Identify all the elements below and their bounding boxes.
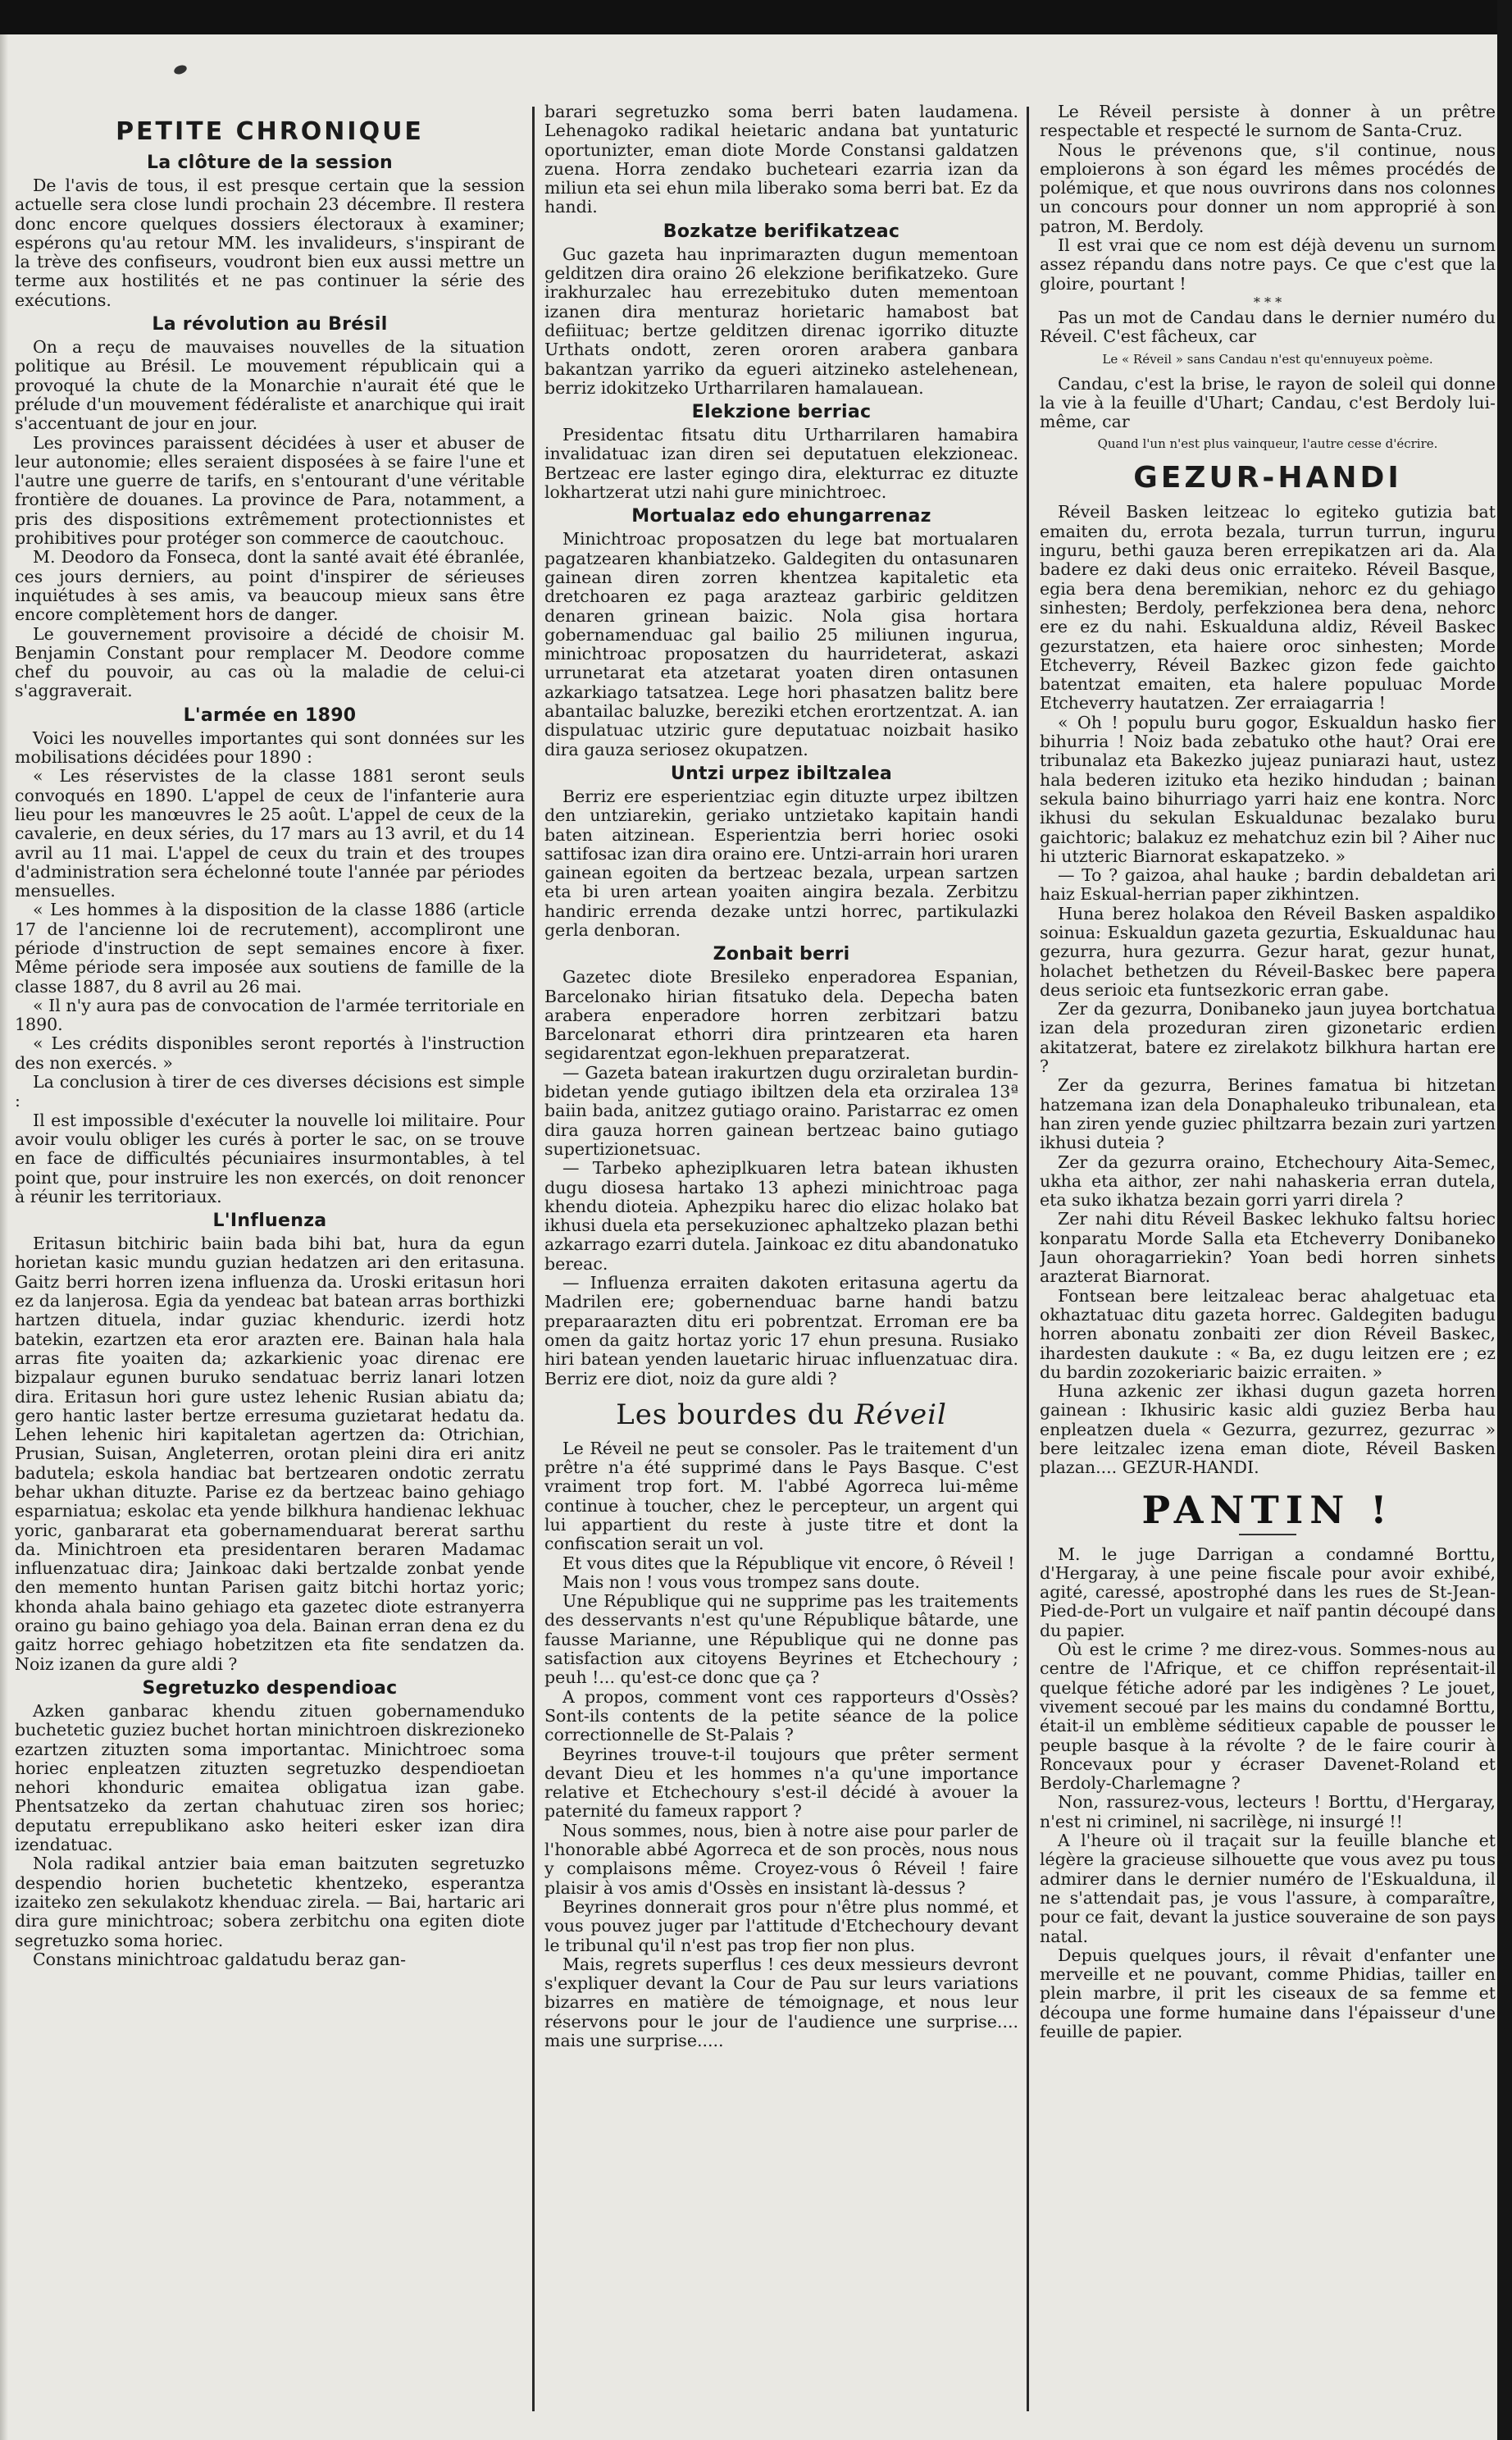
paragraph: — To ? gaizoa, ahal hauke ; bardin debaldetan ari haiz Eskual-herrian paper zikhintzen. [1040,865,1496,905]
paragraph: Berriz ere esperientziac egin dituzte urpez ibiltzen den untziarekin, geriako untzietako kapitain handi baten aitzinean. Esperientzia berri horiec osoki sattifosac izan dira oraino ere. Untzi-arrain hori uraren gainean egoiten da bertzeac bezala, urpean sartzen eta bi uren artean yoaiten aingira bezala. Zerbitzu handiric errenda dezake untzi horrec, partikulazki gerla denboran. [544,786,1018,940]
section-heading: Untzi urpez ibiltzalea [670,763,893,784]
paragraph: Et vous dites que la République vit encore, ô Réveil ! [562,1553,1015,1573]
paragraph: « Les hommes à la disposition de la classe 1886 (article 17 de l'ancienne loi de recrutement), accompliront une période d'instruction de sept semaines encore à fixer. Même période sera imposée aux soutiens de famille de la classe 1887, du 8 avril au 26 mai. [15,900,525,997]
paragraph: Eritasun bitchiric baiin bada bihi bat, hura da egun horietan kasic mundu guzian hedatzen ari den eritasuna. Gaitz berri horren izena influenza da. Uroski eritasun hori ez da lanjerosa. Egia da yendeac bat batean arras borthizki hartzen dituela, indar guziac khenduric. izerdi hotz batekin, ezartzen eta eror arazten ere. Bainan hala hala arras fite yoaiten da; azkarkienic yoac direnac ere bizpalaur egunen buruko sendatuac berriz lanari lotzen dira. Eritasun hori gure ustez lehenic Rusian abiatu da; gero hantic laster bertze erresuma guzietarat hedatu da. Lehen lehenic hiri kapitaletan agertzen da: Otrichian, Prusian, Suisan, Angleterren, orotan pleini dira eri anitz badutela; eskola handiac bat bertzearen ondotic zerratu behar ukhan dituzte. Parise ez da bertzeac baino gehiago esparniatua; eskolac eta yende bilkhura handienac lekhuac yoric, ganbararat eta gobernamenduarat bererat sarthu da. Minichtroen eta presidentaren beraren Madamac influenzatuac dira; Jainkoac daki bertzalde zonbat yende den memento huntan Parisen gaitz bitchi hortaz yoric; khonda ahala baino gehiago eta gazetec diote estranyerra oraino gu baino gehiago yoa dela. Bainan erran dena ez du gaitz horrec gehiago hobetzitzen eta fite sendatzen da. Noiz izanen da gure aldi ? [15,1234,525,1674]
section-heading: Zonbait berri [713,944,850,965]
paragraph: A propos, comment vont ces rapporteurs d'Ossès? Sont-ils contents de la petite séance de la police correctionnelle de St-Palais ? [544,1686,1018,1745]
paragraph: Une République qui ne supprime pas les traitements des desservants n'est qu'une République bâtarde, une fausse Marianne, une République qui ne donne pas satisfaction aux citoyens Beyrines et Etchechoury ; peuh !... qu'est-ce donc que ça ? [544,1591,1018,1688]
paragraph: Il est vrai que ce nom est déjà devenu un surnom assez répandu dans notre pays. Ce que c'est que la gloire, pourtant ! [1040,235,1496,294]
heading-rule [1239,1534,1296,1535]
asterism: * * * [1253,294,1282,310]
paragraph: Beyrines trouve-t-il toujours que prêter serment devant Dieu et les hommes n'a qu'une importance relative et Etchechoury s'est-il décidé à avouer la paternité du fameux rapport ? [544,1744,1018,1822]
column-rule [1027,107,1029,2411]
paragraph: Minichtroac proposatzen du lege bat mortualaren pagatzearen khanbiatzeko. Galdegiten du ontasunaren gainean diren zorren khentzea kapitaletic eta dretchoaren ez paga arazteaz garbiric gelditzen denaren grinean baizic. Nola gisa hortara gobernamenduac gal bailio 25 miliunen ingurua, minichtroac proposatzen du haurrideterat, askazi urrunetarat eta atzetarat yoaten diren ontasunen azkarkiago tatsatzea. Lege hori phasatzen balitz bere abantailac baluzke, bereziki etchen erortzentzat. A. ian dispulatuac utziric gure deputatuac noizbait hasiko dira gauza seriosez okupatzen. [544,529,1018,759]
column-2 [544,103,1018,2424]
paragraph: Huna berez holakoa den Réveil Basken aspaldiko soinua: Eskualdun gazeta gezurtia, Eskualdunac hau gezurra, hura gezurra. Gezur harat, gezur hunat, holachet bethetzen du Réveil-Baskec bere papera deus serioic eta funtsezkoric erran gabe. [1040,903,1496,1000]
paragraph: Huna azkenic zer ikhasi dugun gazeta horren gainean : Ikhusiric kasic aldi guziez Berba hau enpleatzen duela « Gezurra, gezurrez, gezurrac » bere leitzalec izena eman diote, Réveil Basken plazan.... GEZUR-HANDI. [1040,1381,1496,1478]
paragraph: — Tarbeko apheziplkuaren letra batean ikhusten dugu diosesa hartako 13 aphezi minichtroac paga khendu dioteia. Aphezpiku harec dio elizac holako bat ikhusi duela eta persekuzionec aphaltzeko plazan bethi azkarrago ezarri dutela. Jainkoac ez ditu abandonatuko bereac. [544,1158,1018,1274]
paragraph: M. Deodoro da Fonseca, dont la santé avait été ébranlée, ces jours derniers, au point d'inspirer de sérieuses inquiétudes à ses amis, va beaucoup mieux sans être encore complètement hors de danger. [15,547,525,625]
section-heading: Segretuzko despendioac [142,1677,398,1699]
page-fold-shadow [0,34,8,2440]
paragraph: Zer nahi ditu Réveil Baskec lekhuko faltsu horiec konparatu Morde Salla eta Etcheverry Donibaneko Jaun ohoragarriekin? Yoan bedi horren sinhets arazterat Biarnorat. [1040,1209,1496,1287]
scan-right-border [1497,0,1512,2440]
paragraph: Zer da gezurra oraino, Etchechoury Aita-Semec, ukha eta aithor, zer nahi nahaskeria erran dutela, eta suko ikhatza bezain gorri yarri direla ? [1040,1152,1496,1211]
paragraph: M. le juge Darrigan a condamné Borttu, d'Hergaray, à une peine fiscale pour avoir exhibé, agité, caressé, apostrophé dans les rues de St-Jean-Pied-de-Port un vulgaire et naïf pantin découpé dans du papier. [1040,1544,1496,1640]
ink-blot [173,64,188,76]
paragraph: La conclusion à tirer de ces diverses décisions est simple : [15,1072,525,1111]
section-heading: Bozkatze berifikatzeac [663,221,900,242]
heading-mark: ! [1370,1487,1394,1532]
paragraph: Pas un mot de Candau dans le dernier numéro du Réveil. C'est fâcheux, car [1040,307,1496,347]
paragraph: A l'heure où il traçait sur la feuille blanche et légère la gracieuse silhouette que vous avez pu tous admirer dans le dernier numéro de l'Eskualduna, il ne s'attendait pas, je vous l'assure, à comparaître, pour ce fait, devant la justice souveraine de son pays natal. [1040,1831,1496,1946]
section-heading: L'Influenza [212,1211,327,1232]
heading-reveil: Réveil [854,1398,947,1431]
paragraph: « Oh ! populu buru gogor, Eskualdun hasko fier bihurria ! Noiz bada zebatuko othe haut? Orai ere tribunalaz eta Bakezko jujeaz puniarazi haut, ustez hala bederen izituko eta heziko hindudan ; bainan sekula baino bihurriago yarri haiz ene kontra. Norc ikhusi du sekulan Eskualdunac bezalako buru gaichtoric; balakuz ez mehatchuz ezin bil ? Aiher nuc hi utzteric Biarnorat eskapatzeko. » [1040,712,1496,866]
column-rule [532,107,535,2411]
column-3 [1040,103,1496,2424]
paragraph: — Gazeta batean irakurtzen dugu orziraletan burdin-bidetan yende gutiago ibiltzen dela eta orziralea 13ª baiin bada, anitzez gutiago oraino. Paristarrac ez omen dira gauza horren gainean bertzeac baino gutiago supertizionetsuac. [544,1062,1018,1159]
paragraph: Réveil Basken leitzeac lo egiteko gutizia bat emaiten du, errota bezala, turrun turrun, inguru inguru, bethi gauza beren errepikatzen ari da. Ala badere ez daki deus onic erraiteko. Réveil Basque, egia bera dena beremikian, nehorc ez du gehiago sinhesten; Berdoly, perfekzionea bera dena, nehorc ere ez du nahi. Eskualduna aldiz, Réveil Baskec gezurstatzen, eta haiere oroc sinhesten; Morde Etcheverry, Réveil Bazkec gizon fede gaichto batentzat emaiten, eta halere populuac Morde Etcheverry hautatzen. Zer erraiagarria ! [1040,502,1496,714]
column-1 [15,103,525,2424]
paragraph: Où est le crime ? me direz-vous. Sommes-nous au centre de l'Afrique, et ce chiffon représentait-il quelque fétiche adoré par les indigènes ? Le jouet, vivement secoué par les mains du condamné Borttu, était-il un emblème séditieux capable de pousser le peuple basque à la révolte ? de le faire courir à Roncevaux pour y écraser Davenet-Roland et Berdoly-Charlemagne ? [1040,1640,1496,1794]
paragraph: Candau, c'est la brise, le rayon de soleil qui donne la vie à la feuille d'Uhart; Candau, c'est Berdoly lui-même, car [1040,373,1496,432]
paragraph: Le gouvernement provisoire a décidé de choisir M. Benjamin Constant pour remplacer M. Deodore comme chef du pouvoir, au cas où la maladie de celui-ci s'aggraverait. [15,623,525,701]
heading-text: PANTIN [1141,1487,1351,1532]
pantin-heading [1040,1488,1496,1532]
paragraph: De l'avis de tous, il est presque certain que la session actuelle sera close lundi prochain 23 décembre. Il restera donc encore quelques dossiers électoraux à examiner; espérons qu'au retour MM. les invalideurs, s'inspirant de la trève des confiseurs, voudront bien eux aussi mettre un terme aux hostilités et ne pas continuer la série des exécutions. [15,176,525,310]
paragraph: Voici les nouvelles importantes qui sont données sur les mobilisations décidées pour 1890 : [15,727,525,768]
section-heading: La révolution au Brésil [152,314,388,335]
paragraph: Depuis quelques jours, il rêvait d'enfanter une merveille et ne pouvant, comme Phidias, tailler en plein marbre, il prit les ciseaux de sa femme et découpa une forme humaine dans l'épaisseur d'une feuille de papier. [1040,1945,1496,2042]
paragraph: Presidentac fitsatu ditu Urtharrilaren hamabira invalidatuac izan diren sei deputatuen elekzioneac. Bertzeac ere laster egingo dira, elekturrac ez dituzte lokhartzerat utzi nahi gure minichtroec. [544,425,1018,503]
paragraph: Le Réveil ne peut se consoler. Pas le traitement d'un prêtre n'a été supprimé dans le Pays Basque. C'est vraiment trop fort. M. l'abbé Agorreca lui-même continue à toucher, chez le percepteur, un argent qui lui appartient du reste à juste titre et dont la confiscation serait un vol. [544,1438,1018,1554]
paragraph: « Les crédits disponibles seront reportés à l'instruction des non exercés. » [15,1033,525,1073]
gezur-handi-heading: GEZUR-HANDI [1133,461,1402,495]
heading-text: Les bourdes du [616,1398,845,1431]
paragraph: Guc gazeta hau inprimarazten dugun mementoan gelditzen dira oraino 26 elekzione berifikatzeko. Gure irakhurzalec hau errezebituko duten mementoan izanen dira menturaz horietaric hamabost bat defiiituac; bertze gelditzen direnac igorriko dituzte Urthats ondott, zeren ororen arabera ganbara bakantzan yarriko da egueri aitzineko astelehenean, berriz idokitzeko Urtharrilaren hamalauean. [544,244,1018,398]
paragraph: Nola radikal antzier baia eman baitzuten segretuzko despendio horien buchetetic khentzeko, esperantza izaiteko zen sekulakotz khenduac zirela. — Bai, hartaric ari dira gure minichtroac; sobera zerbitchu ona egiten diote segretuzko soma horiec. [15,1854,525,1950]
paragraph: Fontsean bere leitzaleac berac ahalgetuac eta okhaztatuac ditu gazeta horrec. Galdegiten badugu horren abonatu zonbaiti zer dion Réveil Baskec, ihardesten daukute : « Ba, ez dugu leitzen ere ; ez du bardin zozokeriaric baizic erraiten. » [1040,1285,1496,1382]
paragraph: Le Réveil persiste à donner à un prêtre respectable et respecté le surnom de Santa-Cruz. [1040,103,1496,141]
paragraph: Il est impossible d'exécuter la nouvelle loi militaire. Pour avoir voulu obliger les curés à porter le sac, on se trouve en face de difficultés pécuniaires insurmontables, à tel point que, pour instruire les non exercés, on doit renoncer à réunir les territoriaux. [15,1110,525,1206]
paragraph: « Les réservistes de la classe 1881 seront seuls convoqués en 1890. L'appel de ceux de l'infanterie aura lieu pour les manœuvres le 25 août. L'appel de ceux de la cavalerie, en deux séries, du 17 mars au 13 avril, et du 14 avril au 11 mai. L'appel de ceux du train et des troupes d'administration sera échelonné toute l'année par périodes mensuelles. [15,766,525,901]
paragraph: Zer da gezurra, Berines famatua bi hitzetan hatzemana izan dela Donaphaleuko tribunalean, eta han ziren yende guziec philtzarra bezain zuri yartzen ikhusi duteia ? [1040,1075,1496,1153]
paragraph: On a reçu de mauvaises nouvelles de la situation politique au Brésil. Le mouvement républicain qui a provoqué la chute de la Monarchie n'aurait été que le prélude d'un mouvement fédéraliste et anarchique qui irait s'accentuant de jour en jour. [15,337,525,434]
paragraph: Non, rassurez-vous, lecteurs ! Borttu, d'Hergaray, n'est ni criminel, ni sacrilège, ni insurgé !! [1040,1792,1496,1831]
section-heading: Mortualaz edo ehungarrenaz [631,506,931,527]
section-heading: Elekzione berriac [691,402,872,423]
section-heading: La clôture de la session [147,153,393,173]
scan-top-border [0,0,1512,34]
paragraph: Mais, regrets superflus ! ces deux messieurs devront s'expliquer devant la Cour de Pau sur leurs variations bizarres en matière de témoignage, et nous leur réservons pour le jour de l'audience une surprise.... mais une surprise..... [544,1954,1018,2051]
paragraph: Nous le prévenons que, s'il continue, nous emploierons à son égard les mêmes procédés de polémique, et que nous ouvrirons dans nos colonnes un concours pour donner un nom approprié à son patron, M. Berdoly. [1040,139,1496,236]
les-bourdes-heading [544,1398,1018,1431]
quote-line: Le « Réveil » sans Candau n'est qu'ennuyeux poème. [1102,351,1433,367]
paragraph: Zer da gezurra, Donibaneko jaun juyea bortchatua izan dela prozeduran ziren gizonetaric erdien akitatzerat, batere ez zirelakotz bilkhura hartan ere ? [1040,999,1496,1077]
paragraph: Beyrines donnerait gros pour n'être plus nommé, et vous pouvez juger par l'attitude d'Etchechoury devant le tribunal qu'il n'est pas trop fier non plus. [544,1896,1018,1955]
petite-chronique-heading: PETITE CHRONIQUE [116,117,424,146]
section-heading: L'armée en 1890 [183,705,357,726]
paragraph: barari segretuzko soma berri baten laudamena. Lehenagoko radikal heietaric andana bat yuntaturic oportunizter, eman diote Morde Constansi galdatzen zuena. Horra zendako bucheteari ezarria izan da miliun eta sei ehun mila liberako soma berri bat. Ez da handi. [544,103,1018,217]
paragraph: Les provinces paraissent décidées à user et abuser de leur autonomie; elles seraient disposées à se faire l'une et l'autre une guerre de tarifs, en s'entourant d'une véritable frontière de douanes. La province de Para, notamment, a pris des dispositions extrêmement protectionnistes et prohibitives pour protéger son commerce de caoutchouc. [15,432,525,549]
paragraph: Gazetec diote Bresileko enperadorea Espanian, Barcelonako hirian fitsatuko dela. Depecha baten arabera enperadore horren zerbitzari batzu Barcelonarat ethorri dira printzearen eta haren segidarentzat egon-lekhuen preparatzerat. [544,967,1018,1064]
paragraph: Nous sommes, nous, bien à notre aise pour parler de l'honorable abbé Agorreca et de son procès, nous nous y complaisons même. Croyez-vous ô Réveil ! faire plaisir à vos amis d'Ossès en insistant là-dessus ? [544,1820,1018,1898]
paragraph: Azken ganbarac khendu zituen gobernamenduko buchetetic guziez buchet hortan minichtroen diskrezioneko ezartzen zituzten soma importantac. Minichtroec soma horiec enpleatzen zituzten segretuzko despendioetan nehori khonduric emaitea obligatua izan gabe. Phentsatzeko da zertan chahutuac ziren sos horiec; deputatu errepublikano asko heiteri esker izan dira izendatuac. [15,1700,525,1855]
paragraph: Constans minichtroac galdatudu beraz gan- [33,1949,407,1969]
paragraph: « Il n'y aura pas de convocation de l'armée territoriale en 1890. [15,995,525,1035]
paragraph: — Influenza erraiten dakoten eritasuna agertu da Madrilen ere; gobernenduac barne handi batzu preparaarazten ditu eri pobrentzat. Erroman ere ba omen da gaitz hortaz yoric 17 ehun presuna. Rusiako hiri batean yenden lauetaric hiruac influenzatuac dira. Berriz ere diot, noiz da gure aldi ? [544,1273,1018,1389]
quote-line: Quand l'un n'est plus vainqueur, l'autre cesse d'écrire. [1097,436,1438,452]
paragraph: Mais non ! vous vous trompez sans doute. [562,1571,921,1592]
